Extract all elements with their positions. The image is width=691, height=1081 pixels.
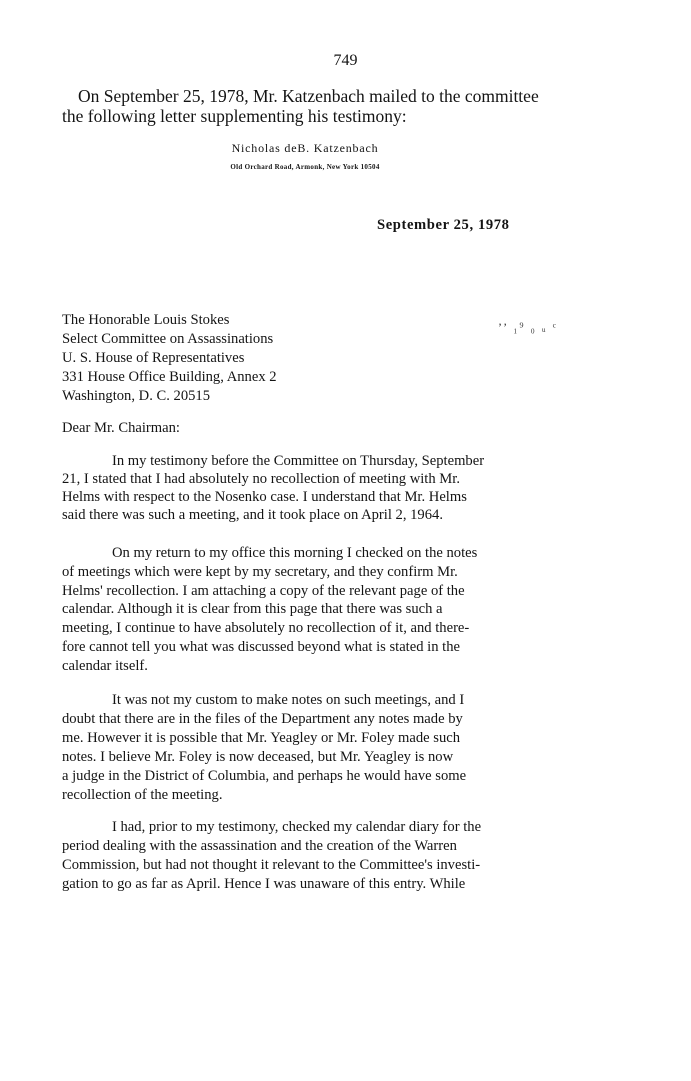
paragraph-line: meeting, I continue to have absolutely no recollection of it, and there-: [62, 620, 470, 636]
paragraph-line: Commission, but had not thought it relevant to the Committee's investi-: [62, 857, 481, 873]
intro-text: [62, 86, 622, 126]
paragraph-line: a judge in the District of Columbia, and perhaps he would have some: [62, 768, 467, 784]
letterhead-name: Nicholas deB. Katzenbach: [231, 141, 379, 155]
letterhead-address: Old Orchard Road, Armonk, New York 10504: [230, 163, 380, 171]
recipient-line: 331 House Office Building, Annex 2: [62, 369, 277, 385]
paragraph-line: notes. I believe Mr. Foley is now deceased, but Mr. Yeagley is now: [62, 749, 454, 765]
paragraph-line: In my testimony before the Committee on Thursday, September: [112, 453, 485, 469]
recipient-line: U. S. House of Representatives: [62, 350, 245, 366]
recipient-address: [62, 311, 277, 406]
paragraph-line: 21, I stated that I had absolutely no recollection of meeting with Mr.: [62, 471, 460, 487]
paragraph-line: calendar itself.: [62, 658, 148, 674]
letter-date: September 25, 1978: [377, 217, 510, 233]
paragraph-line: said there was such a meeting, and it took place on April 2, 1964.: [62, 507, 443, 523]
intro-line: the following letter supplementing his testimony:: [62, 106, 407, 126]
paragraph-line: fore cannot tell you what was discussed beyond what is stated in the: [62, 639, 460, 655]
paragraph-line: On my return to my office this morning I checked on the notes: [112, 545, 478, 561]
paragraph-line: period dealing with the assassination and the creation of the Warren: [62, 838, 457, 854]
paragraph-line: gation to go as far as April. Hence I was unaware of this entry. While: [62, 876, 466, 892]
paragraph-line: recollection of the meeting.: [62, 787, 223, 803]
paragraph-line: me. However it is possible that Mr. Yeagley or Mr. Foley made such: [62, 730, 461, 746]
recipient-line: Washington, D. C. 20515: [62, 388, 211, 404]
salutation: Dear Mr. Chairman:: [62, 420, 180, 436]
paragraph-line: doubt that there are in the files of the Department any notes made by: [62, 711, 463, 727]
recipient-line: The Honorable Louis Stokes: [62, 312, 230, 328]
paragraph-line: Helms with respect to the Nosenko case. I understand that Mr. Helms: [62, 489, 467, 505]
paragraph-line: calendar. Although it is clear from this page that there was such a: [62, 601, 443, 617]
paragraph-line: I had, prior to my testimony, checked my calendar diary for the: [112, 819, 482, 835]
recipient-line: Select Committee on Assassinations: [62, 331, 274, 347]
received-stamp: ’’ ₁⁹ ₀ ᵤ ᶜ: [498, 320, 558, 334]
paragraph-line: of meetings which were kept by my secretary, and they confirm Mr.: [62, 564, 458, 580]
intro-line: On September 25, 1978, Mr. Katzenbach mailed to the committee: [78, 86, 539, 106]
paragraph-line: It was not my custom to make notes on such meetings, and I: [112, 692, 465, 708]
page-number: 749: [333, 52, 358, 69]
paragraph-line: Helms' recollection. I am attaching a copy of the relevant page of the: [62, 583, 465, 599]
